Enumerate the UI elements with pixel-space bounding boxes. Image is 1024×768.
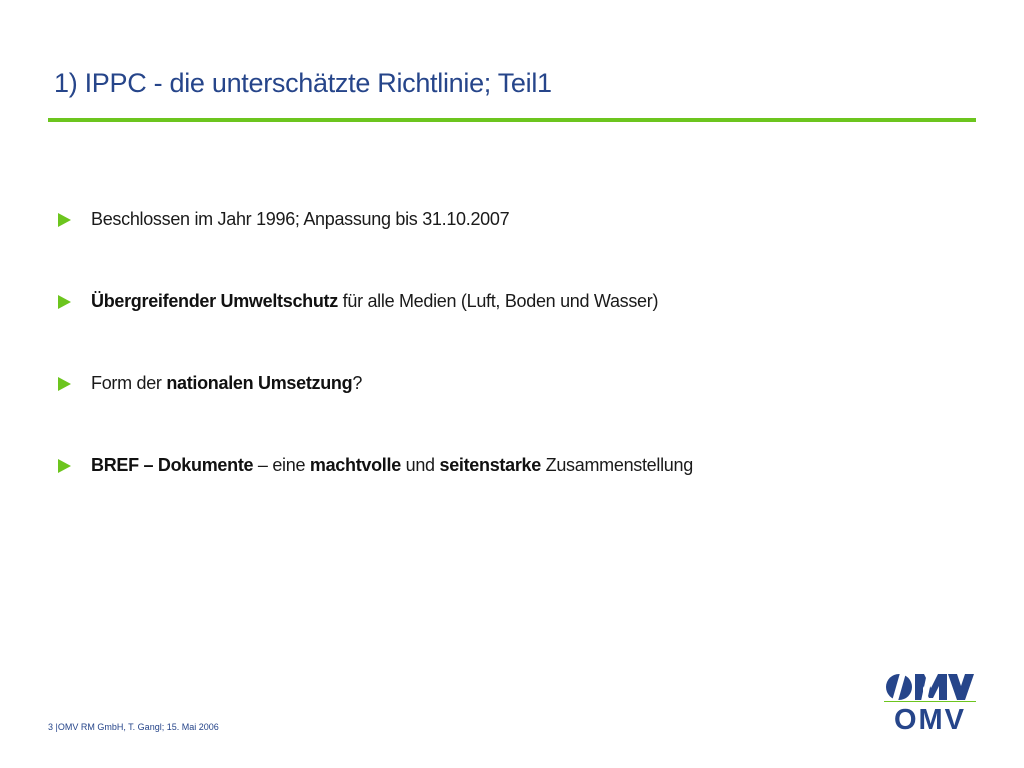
omv-logo-icon: [884, 672, 976, 742]
bullet-segment: und: [400, 455, 440, 475]
bullet-text: [91, 455, 693, 476]
triangle-bullet-icon: [58, 213, 71, 227]
omv-emblem-icon: [884, 672, 976, 702]
list-item: [58, 370, 958, 452]
omv-wordmark: OMV: [893, 704, 967, 736]
slide-title: 1) IPPC - die unterschätzte Richtlinie; Teil1: [54, 68, 552, 98]
title-divider: [48, 118, 976, 122]
bullet-text: [91, 373, 362, 394]
list-item: [58, 452, 958, 534]
bullet-segment: Zusammenstellung: [540, 455, 693, 475]
bullet-segment-bold: machtvolle: [309, 455, 401, 475]
list-item: [58, 288, 958, 370]
bullet-segment: Beschlossen im Jahr 1996; Anpassung bis 31.10.2007: [91, 209, 510, 229]
bullet-segment-bold: Übergreifender Umweltschutz: [91, 291, 338, 311]
bullet-segment-bold: nationalen Umsetzung: [166, 373, 353, 393]
bullet-segment: für alle Medien (Luft, Boden und Wasser): [337, 291, 659, 311]
bullet-segment: ?: [352, 373, 363, 393]
bullet-text: [91, 209, 509, 230]
bullet-segment-bold: seitenstarke: [439, 455, 541, 475]
bullet-text: [91, 291, 658, 312]
bullet-segment: Form der: [91, 373, 167, 393]
list-item: [58, 206, 958, 288]
bullet-segment: – eine: [253, 455, 310, 475]
footer-text: 3 |OMV RM GmbH, T. Gangl; 15. Mai 2006: [48, 722, 219, 732]
triangle-bullet-icon: [58, 459, 71, 473]
triangle-bullet-icon: [58, 377, 71, 391]
bullet-list: [58, 206, 958, 534]
bullet-segment-bold: BREF – Dokumente: [91, 455, 254, 475]
triangle-bullet-icon: [58, 295, 71, 309]
